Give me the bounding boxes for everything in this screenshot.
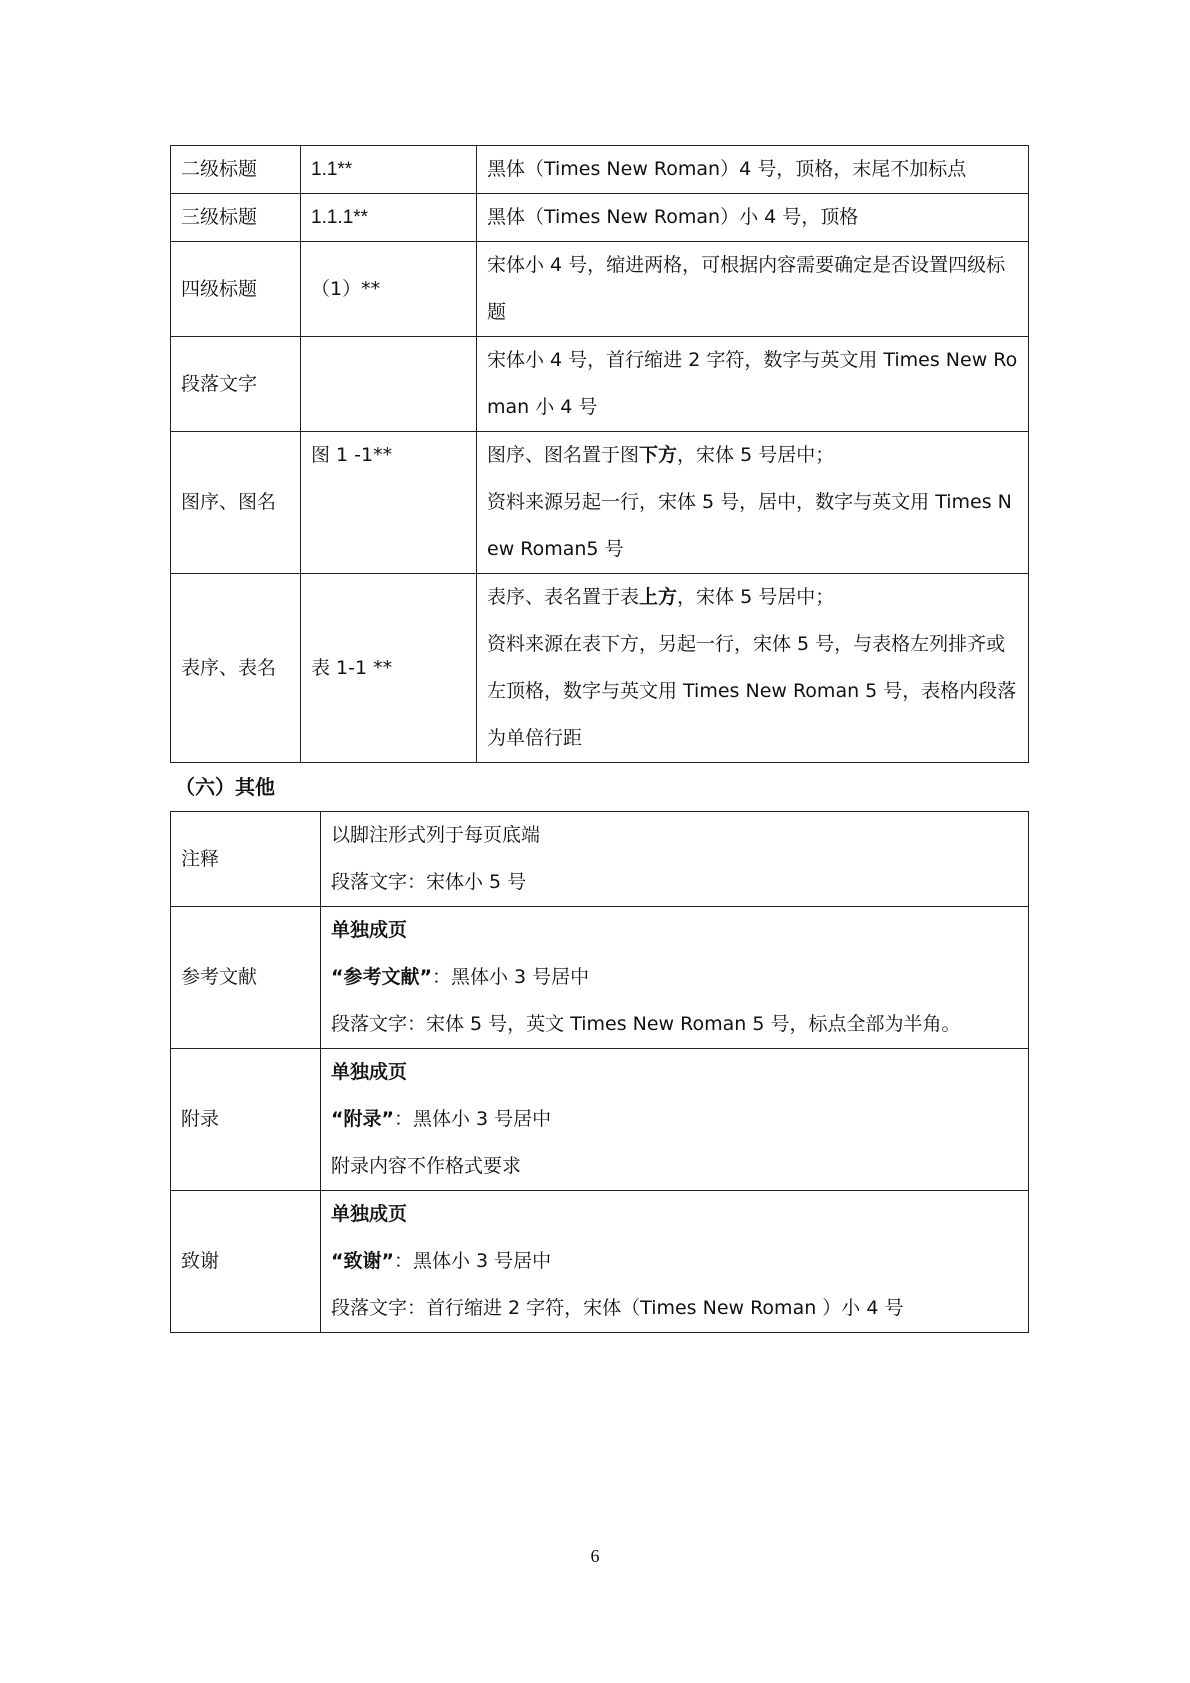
spec-line: 段落文字：首行缩进 2 字符，宋体（Times New Roman ）小 4 号 (331, 1297, 904, 1319)
row-example: 1.1** (301, 146, 477, 194)
row-example: 图 1 -1** (301, 432, 477, 574)
row-label: 附录 (171, 1049, 321, 1191)
row-label: 注释 (171, 812, 321, 907)
spec-line: “致谢”：黑体小 3 号居中 (331, 1250, 552, 1272)
row-example: 表 1-1 ** (301, 574, 477, 763)
table-row (171, 1191, 1029, 1333)
page-number: 6 (590, 1546, 600, 1566)
spec-line: 段落文字：宋体 5 号，英文 Times New Roman 5 号，标点全部为半角。 (331, 1013, 961, 1035)
row-label: 段落文字 (171, 337, 301, 432)
spec-line: “参考文献”：黑体小 3 号居中 (331, 966, 590, 988)
row-label: 表序、表名 (171, 574, 301, 763)
row-spec (321, 1049, 1029, 1191)
spec-line: 资料来源另起一行，宋体 5 号，居中，数字与英文用 Times New Roman5 号 (487, 491, 1012, 560)
row-spec (321, 1191, 1029, 1333)
spec-line: 单独成页 (331, 919, 408, 941)
table-row (171, 907, 1029, 1049)
section-heading: （六）其他 (175, 775, 275, 799)
row-example: （1）** (301, 242, 477, 337)
format-table-other (170, 811, 1029, 1333)
row-label: 二级标题 (171, 146, 301, 194)
row-spec: 宋体小 4 号，缩进两格，可根据内容需要确定是否设置四级标题 (477, 242, 1029, 337)
table-row (171, 574, 1029, 763)
table-row (171, 1049, 1029, 1191)
row-label: 图序、图名 (171, 432, 301, 574)
row-spec: 宋体小 4 号，首行缩进 2 字符，数字与英文用 Times New Roman 小 4 号 (477, 337, 1029, 432)
spec-line: 资料来源在表下方，另起一行，宋体 5 号，与表格左列排齐或左顶格，数字与英文用 Times New Roman 5 号，表格内段落为单倍行距 (487, 633, 1017, 749)
table-row (171, 337, 1029, 432)
row-label: 三级标题 (171, 194, 301, 242)
row-spec: 黑体（Times New Roman）小 4 号，顶格 (477, 194, 1029, 242)
row-label: 致谢 (171, 1191, 321, 1333)
row-spec (321, 812, 1029, 907)
table-row (171, 432, 1029, 574)
spec-line: 单独成页 (331, 1061, 408, 1083)
row-label: 参考文献 (171, 907, 321, 1049)
spec-line: 图序、图名置于图下方，宋体 5 号居中； (487, 444, 835, 466)
spec-line: 表序、表名置于表上方，宋体 5 号居中； (487, 586, 835, 608)
format-table-headings (170, 145, 1029, 763)
table-row (171, 812, 1029, 907)
row-example: 1.1.1** (301, 194, 477, 242)
table-row (171, 194, 1029, 242)
table-row (171, 146, 1029, 194)
row-spec (477, 574, 1029, 763)
spec-line: 段落文字：宋体小 5 号 (331, 871, 527, 893)
table-row (171, 242, 1029, 337)
row-spec: 黑体（Times New Roman）4 号，顶格，末尾不加标点 (477, 146, 1029, 194)
spec-line: “附录”：黑体小 3 号居中 (331, 1108, 552, 1130)
row-spec (477, 432, 1029, 574)
row-example (301, 337, 477, 432)
spec-line: 单独成页 (331, 1203, 408, 1225)
spec-line: 以脚注形式列于每页底端 (331, 824, 541, 846)
spec-line: 附录内容不作格式要求 (331, 1155, 522, 1177)
row-spec (321, 907, 1029, 1049)
row-label: 四级标题 (171, 242, 301, 337)
